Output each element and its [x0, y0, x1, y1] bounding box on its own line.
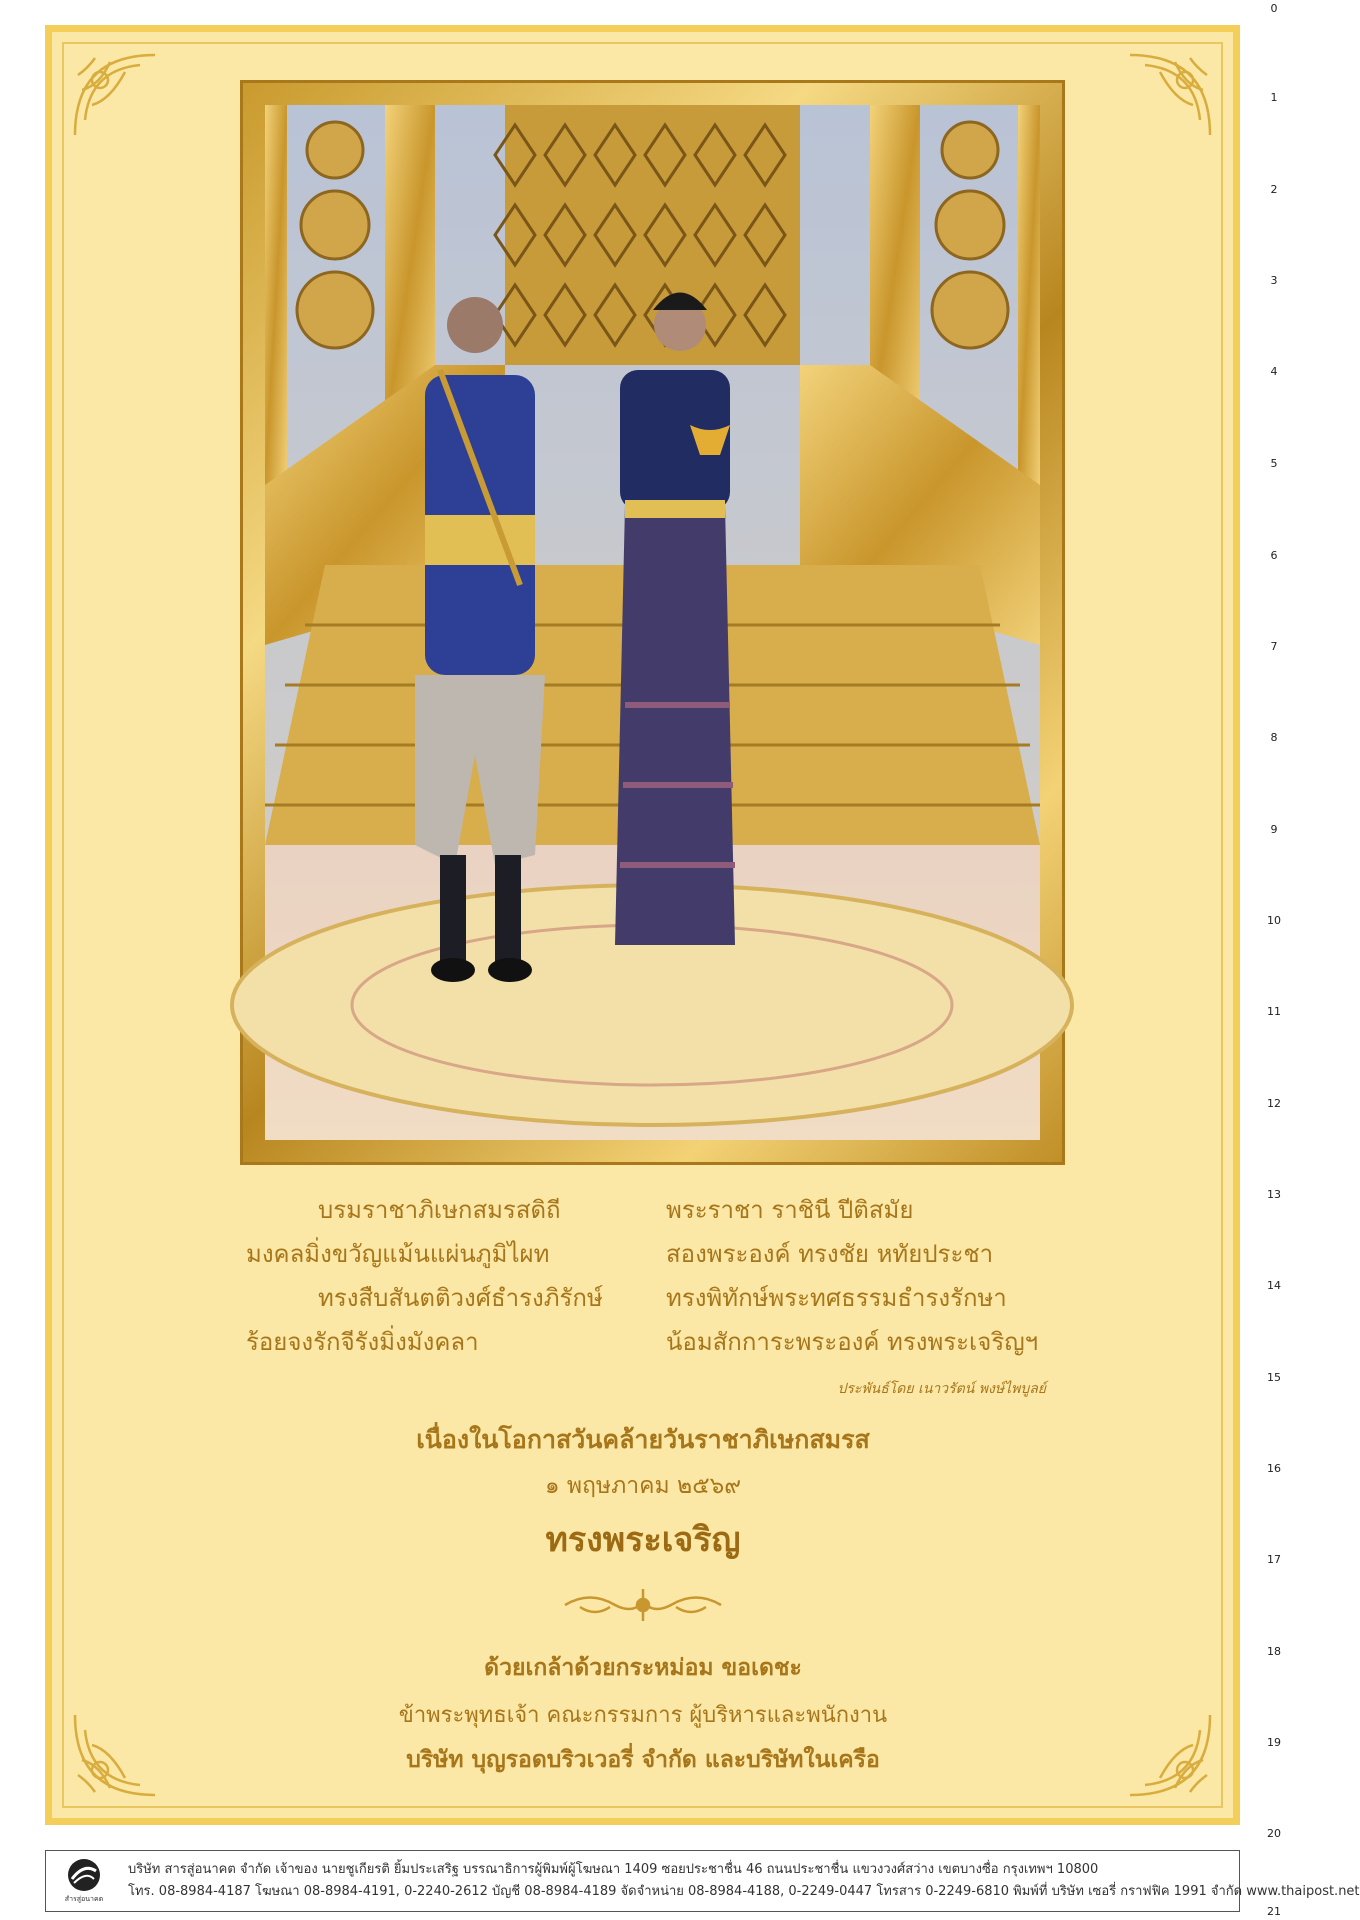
page-number: 17 — [1267, 1553, 1281, 1566]
poem-block — [0, 1190, 1286, 1380]
page-number: 15 — [1267, 1371, 1281, 1384]
ornament-divider-icon — [560, 1585, 726, 1625]
page-number: 18 — [1267, 1645, 1281, 1658]
page-number: 13 — [1267, 1188, 1281, 1201]
page-number: 8 — [1270, 731, 1278, 744]
staff-text: ข้าพระพุทธเจ้า คณะกรรมการ ผู้บริหารและพนักงาน — [398, 1703, 888, 1728]
publisher-logo-icon — [60, 1857, 108, 1893]
page-number: 7 — [1270, 640, 1278, 653]
page-number: 16 — [1267, 1462, 1281, 1475]
royal-portrait-frame — [240, 80, 1065, 1165]
poem-right-line-4: น้อมสักการะพระองค์ ทรงพระเจริญฯ — [666, 1328, 1039, 1356]
page-number: 2 — [1270, 183, 1278, 196]
page-number: 14 — [1267, 1279, 1281, 1292]
page-number: 4 — [1270, 365, 1278, 378]
page-number: 12 — [1267, 1097, 1281, 1110]
poem-right-line-2: สองพระองค์ ทรงชัย หทัยประชา — [666, 1240, 994, 1268]
poem-right-line-1: พระราชา ราชินี ปีติสมัย — [666, 1196, 914, 1224]
footer-line-2: โทร. 08-8984-4187 โฆษณา 08-8984-4191, 0-2240-2612 บัญชี 08-8984-4189 จัดจำหน่าย 08-8984-4188, 0-2249-0447 โทรสาร 0-2249-6810 พิมพ์ที่ บริษัท เซอรี่ กราฟฟิค 1991 จำกัด www.thaipost.net — [128, 1884, 1360, 1899]
poem-credit: ประพันธ์โดย เนาวรัตน์ พงษ์ไพบูลย์ — [837, 1381, 1046, 1397]
royal-portrait-photo — [265, 105, 1040, 1140]
publisher-logo — [60, 1857, 108, 1907]
page-number: 19 — [1267, 1736, 1281, 1749]
corner-ornament-icon — [1125, 50, 1215, 140]
publisher-logo-text: สำรสู่อนาคต — [64, 1895, 104, 1903]
occasion-text: เนื่องในโอกาสวันคล้ายวันราชาภิเษกสมรส — [416, 1425, 870, 1454]
headline: ทรงพระเจริญ — [545, 1520, 741, 1560]
poem-left-line-1: บรมราชาภิเษกสมรสดิถี — [318, 1196, 561, 1224]
poem-right-line-3: ทรงพิทักษ์พระทศธรรมธำรงรักษา — [666, 1284, 1007, 1312]
page-number: 0 — [1270, 2, 1278, 15]
page-number: 20 — [1267, 1827, 1281, 1840]
poem-left-line-3: ทรงสืบสันตติวงศ์ธำรงภิรักษ์ — [318, 1284, 603, 1312]
page-number: 11 — [1267, 1005, 1281, 1018]
corner-ornament-icon — [70, 50, 160, 140]
page-number: 10 — [1267, 914, 1281, 927]
date-text: ๑ พฤษภาคม ๒๕๖๙ — [544, 1473, 742, 1499]
page-number: 1 — [1270, 91, 1278, 104]
page-number: 5 — [1270, 457, 1278, 470]
poem-left-line-2: มงคลมิ่งขวัญแม้นแผ่นภูมิไผท — [246, 1240, 550, 1268]
page-number: 6 — [1270, 549, 1278, 562]
page-number: 3 — [1270, 274, 1278, 287]
page-number-scale — [1262, 0, 1286, 1920]
poem-left-line-4: ร้อยจงรักจีรังมิ่งมังคลา — [246, 1328, 479, 1356]
footer-line-1: บริษัท สารสู่อนาคต จำกัด เจ้าของ นายชูเกียรติ ยิ้มประเสริฐ บรรณาธิการผู้พิมพ์ผู้โฆษณา 1409 ซอยประชาชื่น 46 ถนนประชาชื่น แขวงวงศ์สว่าง เขตบางซื่อ กรุงเทพฯ 10800 — [128, 1862, 1099, 1877]
page-number: 21 — [1267, 1905, 1281, 1918]
page-number: 9 — [1270, 823, 1278, 836]
company-name: บริษัท บุญรอดบริวเวอรี่ จำกัด และบริษัทในเครือ — [406, 1746, 880, 1773]
greeting-text: ด้วยเกล้าด้วยกระหม่อม ขอเดชะ — [484, 1654, 802, 1681]
